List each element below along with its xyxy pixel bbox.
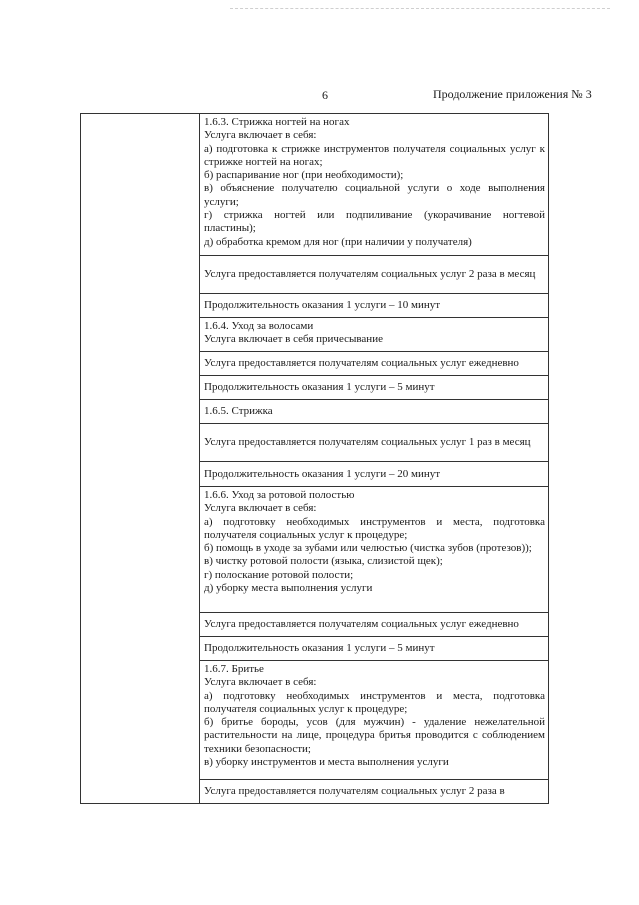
left-column bbox=[81, 114, 200, 804]
service-line: а) подготовка к стрижке инструментов получателя социальных услуг к стрижке ногтей на ногах; bbox=[204, 142, 545, 168]
service-description-cell bbox=[200, 487, 549, 613]
frequency-cell: Услуга предоставляется получателям социальных услуг ежедневно bbox=[200, 352, 549, 376]
service-line: г) полоскание ротовой полости; bbox=[204, 568, 354, 581]
frequency-cell: Услуга предоставляется получателям социальных услуг 2 раза в месяц bbox=[200, 256, 549, 294]
cutoff-text: Услуга предоставляется получателям социальных услуг 2 раза в bbox=[204, 785, 505, 797]
service-title-cell: 1.6.5. Стрижка bbox=[200, 400, 549, 424]
scan-artifact bbox=[230, 8, 610, 11]
service-title: 1.6.4. Уход за волосами bbox=[204, 320, 314, 332]
service-line: а) подготовку необходимых инструментов и места, подготовка получателя социальных услуг к процедуре; bbox=[204, 689, 545, 715]
duration-cell: Продолжительность оказания 1 услуги – 5 минут bbox=[200, 376, 549, 400]
service-line: а) подготовку необходимых инструментов и места, подготовка получателя социальных услуг к процедуре; bbox=[204, 515, 545, 541]
service-line: д) обработка кремом для ног (при наличии у получателя) bbox=[204, 235, 472, 248]
service-line: б) бритье бороды, усов (для мужчин) - удаление нежелательной растительности на лице, процедура бритья проводится с соблюдением техники безопасности; bbox=[204, 716, 545, 755]
frequency-cell bbox=[200, 780, 549, 804]
service-title: 1.6.7. Бритье bbox=[204, 663, 264, 675]
service-description-cell bbox=[200, 318, 549, 352]
frequency-cell: Услуга предоставляется получателям социальных услуг 1 раз в месяц bbox=[200, 424, 549, 462]
service-line: б) распаривание ног (при необходимости); bbox=[204, 169, 404, 182]
service-line: в) чистку ротовой полости (языка, слизистой щек); bbox=[204, 555, 443, 568]
frequency-cell: Услуга предоставляется получателям социальных услуг ежедневно bbox=[200, 613, 549, 637]
service-title: 1.6.3. Стрижка ногтей на ногах bbox=[204, 116, 350, 128]
service-description-cell bbox=[200, 661, 549, 780]
service-line: в) объяснение получателю социальной услуги о ходе выполнения услуги; bbox=[204, 182, 545, 208]
service-line: г) стрижка ногтей или подпиливание (укорачивание ногтевой пластины); bbox=[204, 209, 545, 235]
duration-cell: Продолжительность оказания 1 услуги – 20 минут bbox=[200, 462, 549, 487]
table-row bbox=[81, 114, 549, 256]
service-line: д) уборку места выполнения услуги bbox=[204, 582, 373, 595]
service-line: Услуга включает в себя причесывание bbox=[204, 333, 383, 346]
duration-cell: Продолжительность оказания 1 услуги – 10 минут bbox=[200, 294, 549, 318]
services-table bbox=[80, 113, 549, 804]
page-number: 6 bbox=[322, 88, 328, 102]
duration-cell: Продолжительность оказания 1 услуги – 5 минут bbox=[200, 637, 549, 661]
service-title: 1.6.6. Уход за ротовой полостью bbox=[204, 489, 355, 501]
appendix-note: Продолжение приложения № 3 bbox=[433, 87, 592, 101]
service-line: Услуга включает в себя: bbox=[204, 676, 317, 689]
service-line: б) помощь в уходе за зубами или челюстью (чистка зубов (протезов)); bbox=[204, 542, 532, 555]
service-line: Услуга включает в себя: bbox=[204, 129, 317, 142]
service-line: Услуга включает в себя: bbox=[204, 502, 317, 515]
service-description-cell bbox=[200, 114, 549, 256]
service-line: в) уборку инструментов и места выполнения услуги bbox=[204, 756, 449, 769]
